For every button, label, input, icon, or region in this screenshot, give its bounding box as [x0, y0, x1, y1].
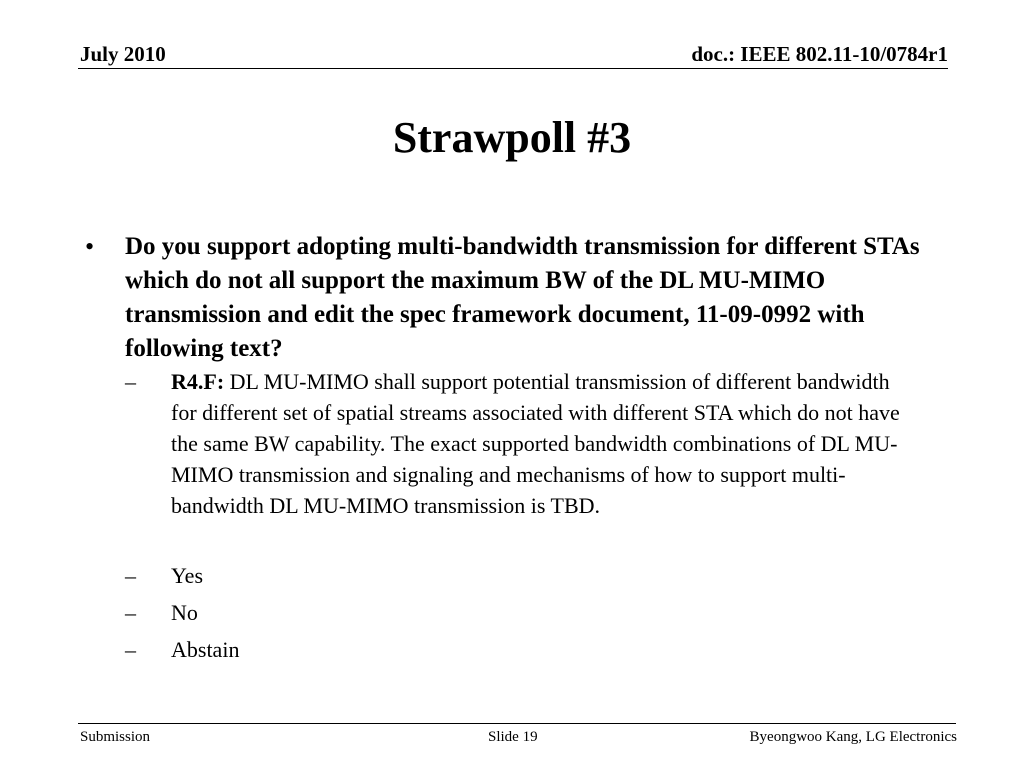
question-bullet — [85, 230, 935, 366]
slide-title: Strawpoll #3 — [392, 113, 632, 162]
option-abstain: Abstain — [171, 637, 240, 662]
proposal-label: R4.F: — [171, 369, 225, 394]
option-item — [125, 557, 935, 594]
slide-body — [85, 230, 935, 668]
dash-marker: – — [125, 369, 136, 394]
dash-marker: – — [125, 563, 136, 588]
option-item — [125, 594, 935, 631]
proposal-body: DL MU-MIMO shall support potential transmission of different bandwidth for different set of spatial streams associated with different STA which do not have the same BW capability. The exact supported bandwidth combinations of DL MU-MIMO transmission and signaling and mechanisms of how to support multi-bandwidth DL MU-MIMO transmission is TBD. — [171, 369, 900, 518]
options-list — [85, 557, 935, 668]
option-item — [125, 631, 935, 668]
option-yes: Yes — [171, 563, 204, 588]
header-date: July 2010 — [80, 42, 166, 66]
header-rule — [78, 68, 948, 69]
footer-submission: Submission — [80, 729, 151, 745]
footer-author: Byeongwoo Kang, LG Electronics — [749, 729, 957, 745]
footer-slide-number: Slide 19 — [488, 729, 538, 745]
question-text: Do you support adopting multi-bandwidth transmission for different STAs which do not all support the maximum BW of the DL MU-MIMO transmission and edit the spec framework document, 11-09-0992 with following text? — [125, 233, 920, 362]
footer-rule — [78, 723, 956, 724]
bullet-marker: • — [85, 232, 95, 261]
proposal-item — [125, 366, 935, 521]
header-doc-id: doc.: IEEE 802.11-10/0784r1 — [691, 42, 948, 66]
proposal-text — [171, 366, 911, 521]
dash-marker: – — [125, 637, 136, 662]
option-no: No — [171, 600, 198, 625]
dash-marker: – — [125, 600, 136, 625]
